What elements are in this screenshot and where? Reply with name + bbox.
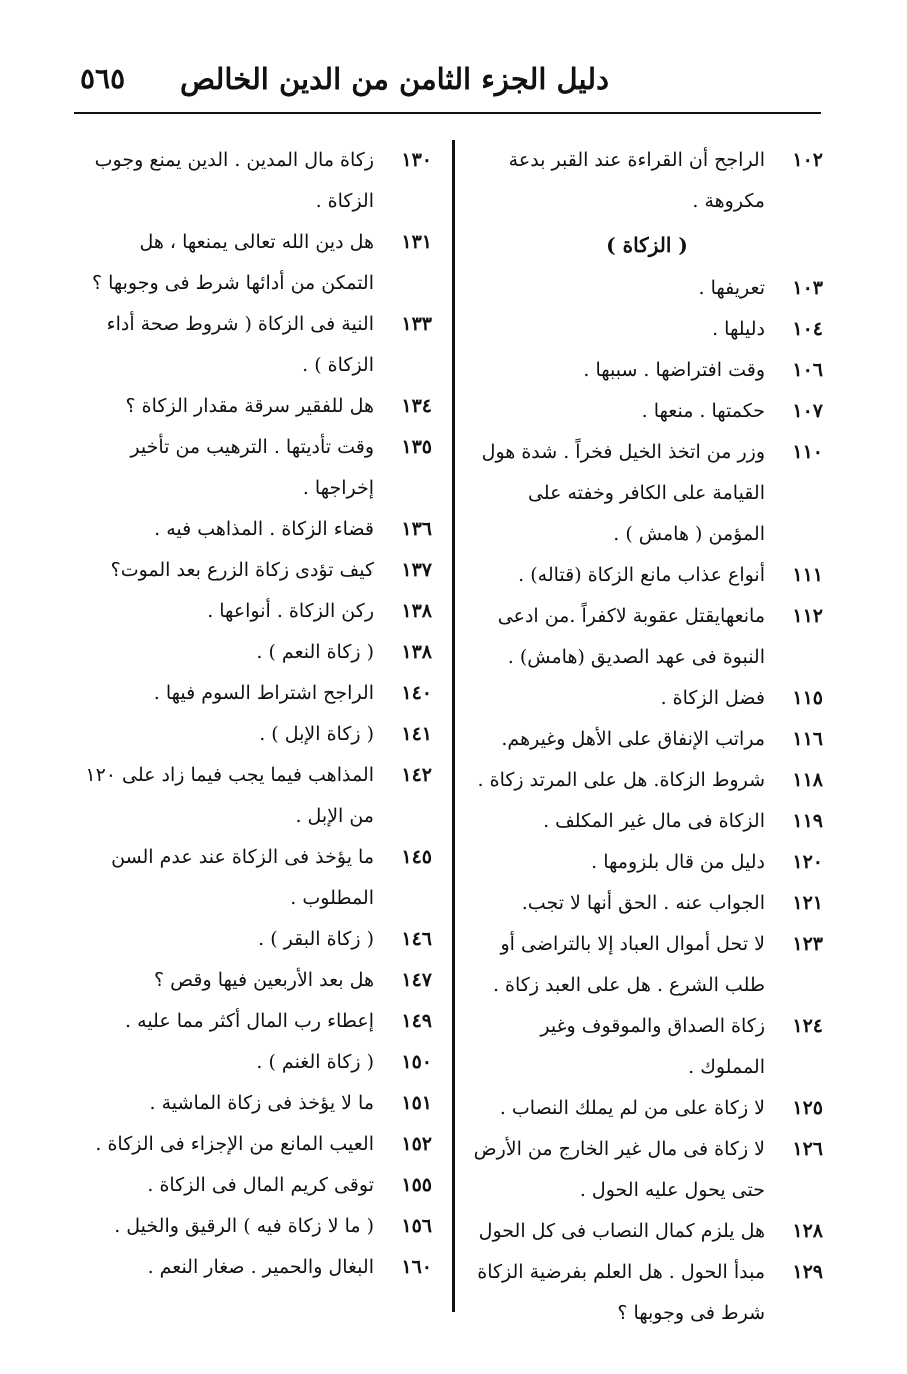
entry-page-number: ١١٨ xyxy=(792,769,823,791)
entry-page-number: ١٢٥ xyxy=(792,1097,823,1119)
index-entry xyxy=(471,1088,823,1129)
entry-text: حكمتها . منعها . xyxy=(641,400,765,422)
entry-page-number: ١٦٠ xyxy=(401,1256,432,1278)
entry-text: هل يلزم كمال النصاب فى كل الحول xyxy=(478,1220,765,1242)
entry-text: وقت تأديتها . الترهيب من تأخير إخراجها . xyxy=(130,436,374,499)
index-entry xyxy=(471,760,823,801)
index-entry xyxy=(84,140,432,222)
entry-text: الراجح اشتراط السوم فيها . xyxy=(153,682,374,704)
index-entry xyxy=(84,550,432,591)
entry-page-number: ١٤٥ xyxy=(401,846,432,868)
entry-text: الزكاة فى مال غير المكلف . xyxy=(543,810,765,832)
running-title: دليل الجزء الثامن من الدين الخالص xyxy=(180,62,609,96)
index-entry xyxy=(471,555,823,596)
right-column-entries xyxy=(471,268,823,1334)
entry-text: مراتب الإنفاق على الأهل وغيرهم. xyxy=(501,728,765,750)
entry-page-number: ١٣٥ xyxy=(401,436,432,458)
index-entry xyxy=(471,1252,823,1334)
entry-page-number: ١٠٦ xyxy=(792,359,823,381)
entry-page-number: ١٥٠ xyxy=(401,1051,432,1073)
entry-text: البغال والحمير . صغار النعم . xyxy=(147,1256,374,1278)
index-entry xyxy=(471,140,823,222)
entry-text: وزر من اتخذ الخيل فخراً . شدة هول القيامة على الكافر وخفته على المؤمن ( هامش ) . xyxy=(481,441,765,545)
entry-text: ما لا يؤخذ فى زكاة الماشية . xyxy=(149,1092,374,1114)
entry-page-number: ١٢٤ xyxy=(792,1015,823,1037)
index-entry xyxy=(84,304,432,386)
entry-text: هل للفقير سرقة مقدار الزكاة ؟ xyxy=(125,395,374,417)
index-entry xyxy=(471,678,823,719)
index-entry xyxy=(471,350,823,391)
entry-text: تعريفها . xyxy=(698,277,765,299)
entry-text: هل بعد الأربعين فيها وقص ؟ xyxy=(154,969,374,991)
index-entry xyxy=(471,596,823,678)
index-entry xyxy=(471,842,823,883)
index-entry xyxy=(84,837,432,919)
entry-page-number: ١٣١ xyxy=(401,231,432,253)
entry-text: أنواع عذاب مانع الزكاة (قتاله) . xyxy=(518,564,765,586)
index-entry xyxy=(84,1083,432,1124)
entry-page-number: ١٣٨ xyxy=(401,600,432,622)
entry-page-number: ١٤٢ xyxy=(401,764,432,786)
entry-text: إعطاء رب المال أكثر مما عليه . xyxy=(125,1010,374,1032)
entry-text: فضل الزكاة . xyxy=(660,687,765,709)
column-divider xyxy=(452,140,455,1312)
entry-text: الراجح أن القراءة عند القبر بدعة مكروهة . xyxy=(508,149,765,212)
entry-page-number: ١٣٠ xyxy=(401,149,432,171)
entry-page-number: ١٤٠ xyxy=(401,682,432,704)
entry-text: لا زكاة فى مال غير الخارج من الأرض حتى يحول عليه الحول . xyxy=(473,1138,765,1201)
entry-page-number: ١٥١ xyxy=(401,1092,432,1114)
entry-page-number: ١٤٦ xyxy=(401,928,432,950)
entry-text: المذاهب فيما يجب فيما زاد على ١٢٠ من الإبل . xyxy=(85,764,374,827)
entry-page-number: ١١٥ xyxy=(792,687,823,709)
header-rule xyxy=(74,112,821,114)
entry-page-number: ١٣٣ xyxy=(401,313,432,335)
index-entry xyxy=(471,883,823,924)
entry-page-number: ١٠٧ xyxy=(792,400,823,422)
page-number: ٥٦٥ xyxy=(80,62,126,95)
index-entry xyxy=(84,427,432,509)
entry-text: ( زكاة البقر ) . xyxy=(258,928,374,950)
entry-page-number: ١٤٧ xyxy=(401,969,432,991)
right-column-intro xyxy=(471,140,823,222)
entry-page-number: ١٢٣ xyxy=(792,933,823,955)
entry-text: ( ما لا زكاة فيه ) الرقيق والخيل . xyxy=(114,1215,374,1237)
page-header xyxy=(70,58,819,112)
entry-page-number: ١٠٣ xyxy=(792,277,823,299)
entry-page-number: ١٣٦ xyxy=(401,518,432,540)
index-entry xyxy=(84,919,432,960)
entry-page-number: ١٢٩ xyxy=(792,1261,823,1283)
entry-page-number: ١٥٢ xyxy=(401,1133,432,1155)
entry-text: ( زكاة الإبل ) . xyxy=(259,723,374,745)
index-entry xyxy=(84,632,432,673)
entry-text: زكاة مال المدين . الدين يمنع وجوب الزكاة . xyxy=(94,149,374,212)
entry-page-number: ١١١ xyxy=(792,564,823,586)
entry-page-number: ١٣٧ xyxy=(401,559,432,581)
entry-page-number: ١٠٢ xyxy=(792,149,823,171)
index-entry xyxy=(84,222,432,304)
entry-text: توقى كريم المال فى الزكاة . xyxy=(147,1174,374,1196)
entry-text: لا تحل أموال العباد إلا بالتراضى أو طلب الشرع . هل على العبد زكاة . xyxy=(492,933,765,996)
index-entry xyxy=(471,1006,823,1088)
entry-text: قضاء الزكاة . المذاهب فيه . xyxy=(154,518,374,540)
entry-page-number: ١٤١ xyxy=(401,723,432,745)
entry-page-number: ١١٩ xyxy=(792,810,823,832)
entry-page-number: ١٠٤ xyxy=(792,318,823,340)
entry-text: مبدأ الحول . هل العلم بفرضية الزكاة شرط فى وجوبها ؟ xyxy=(477,1261,765,1324)
entry-text: هل دين الله تعالى يمنعها ، هل التمكن من أدائها شرط فى وجوبها ؟ xyxy=(91,231,374,294)
index-entry xyxy=(471,1129,823,1211)
entry-text: وقت افتراضها . سببها . xyxy=(583,359,765,381)
left-column xyxy=(84,140,432,1288)
entry-page-number: ١٢٨ xyxy=(792,1220,823,1242)
index-entry xyxy=(84,386,432,427)
index-entry xyxy=(84,714,432,755)
entry-text: ما يؤخذ فى الزكاة عند عدم السن المطلوب . xyxy=(111,846,374,909)
index-entry xyxy=(84,1001,432,1042)
entry-text: مانعهايقتل عقوبة لاكفراً .من ادعى النبوة فى عهد الصديق (هامش) . xyxy=(497,605,765,668)
index-entry xyxy=(471,719,823,760)
index-entry xyxy=(471,432,823,555)
entry-text: لا زكاة على من لم يملك النصاب . xyxy=(499,1097,765,1119)
entry-text: الجواب عنه . الحق أنها لا تجب. xyxy=(521,892,765,914)
index-entry xyxy=(84,1165,432,1206)
entry-page-number: ١٣٤ xyxy=(401,395,432,417)
left-column-entries xyxy=(84,140,432,1288)
entry-page-number: ١٢١ xyxy=(792,892,823,914)
entry-text: زكاة الصداق والموقوف وغير المملوك . xyxy=(540,1015,765,1078)
index-entry xyxy=(471,309,823,350)
entry-page-number: ١٥٦ xyxy=(401,1215,432,1237)
index-entry xyxy=(84,1247,432,1288)
index-entry xyxy=(84,1042,432,1083)
entry-text: النية فى الزكاة ( شروط صحة أداء الزكاة ) . xyxy=(106,313,374,376)
entry-text: العيب المانع من الإجزاء فى الزكاة . xyxy=(95,1133,374,1155)
entry-text: ركن الزكاة . أنواعها . xyxy=(207,600,374,622)
index-entry xyxy=(471,924,823,1006)
index-entry xyxy=(84,1206,432,1247)
entry-text: ( زكاة الغنم ) . xyxy=(256,1051,374,1073)
index-entry xyxy=(84,1124,432,1165)
index-entry xyxy=(84,591,432,632)
index-entry xyxy=(471,1211,823,1252)
index-entry xyxy=(471,268,823,309)
index-entry xyxy=(471,391,823,432)
entry-page-number: ١١٠ xyxy=(792,441,823,463)
section-heading: ( الزكاة ) xyxy=(606,233,688,257)
index-entry xyxy=(84,509,432,550)
entry-page-number: ١١٦ xyxy=(792,728,823,750)
entry-text: كيف تؤدى زكاة الزرع بعد الموت؟ xyxy=(110,559,374,581)
entry-page-number: ١٥٥ xyxy=(401,1174,432,1196)
entry-text: دليل من قال بلزومها . xyxy=(591,851,765,873)
entry-text: دليلها . xyxy=(712,318,765,340)
index-entry xyxy=(471,801,823,842)
entry-text: ( زكاة النعم ) . xyxy=(256,641,374,663)
entry-text: شروط الزكاة. هل على المرتد زكاة . xyxy=(477,769,765,791)
index-entry xyxy=(84,755,432,837)
entry-page-number: ١١٢ xyxy=(792,605,823,627)
right-column xyxy=(471,140,823,1334)
index-entry xyxy=(84,960,432,1001)
entry-page-number: ١٢٦ xyxy=(792,1138,823,1160)
entry-page-number: ١٣٨ xyxy=(401,641,432,663)
entry-page-number: ١٤٩ xyxy=(401,1010,432,1032)
entry-page-number: ١٢٠ xyxy=(792,851,823,873)
index-entry xyxy=(84,673,432,714)
